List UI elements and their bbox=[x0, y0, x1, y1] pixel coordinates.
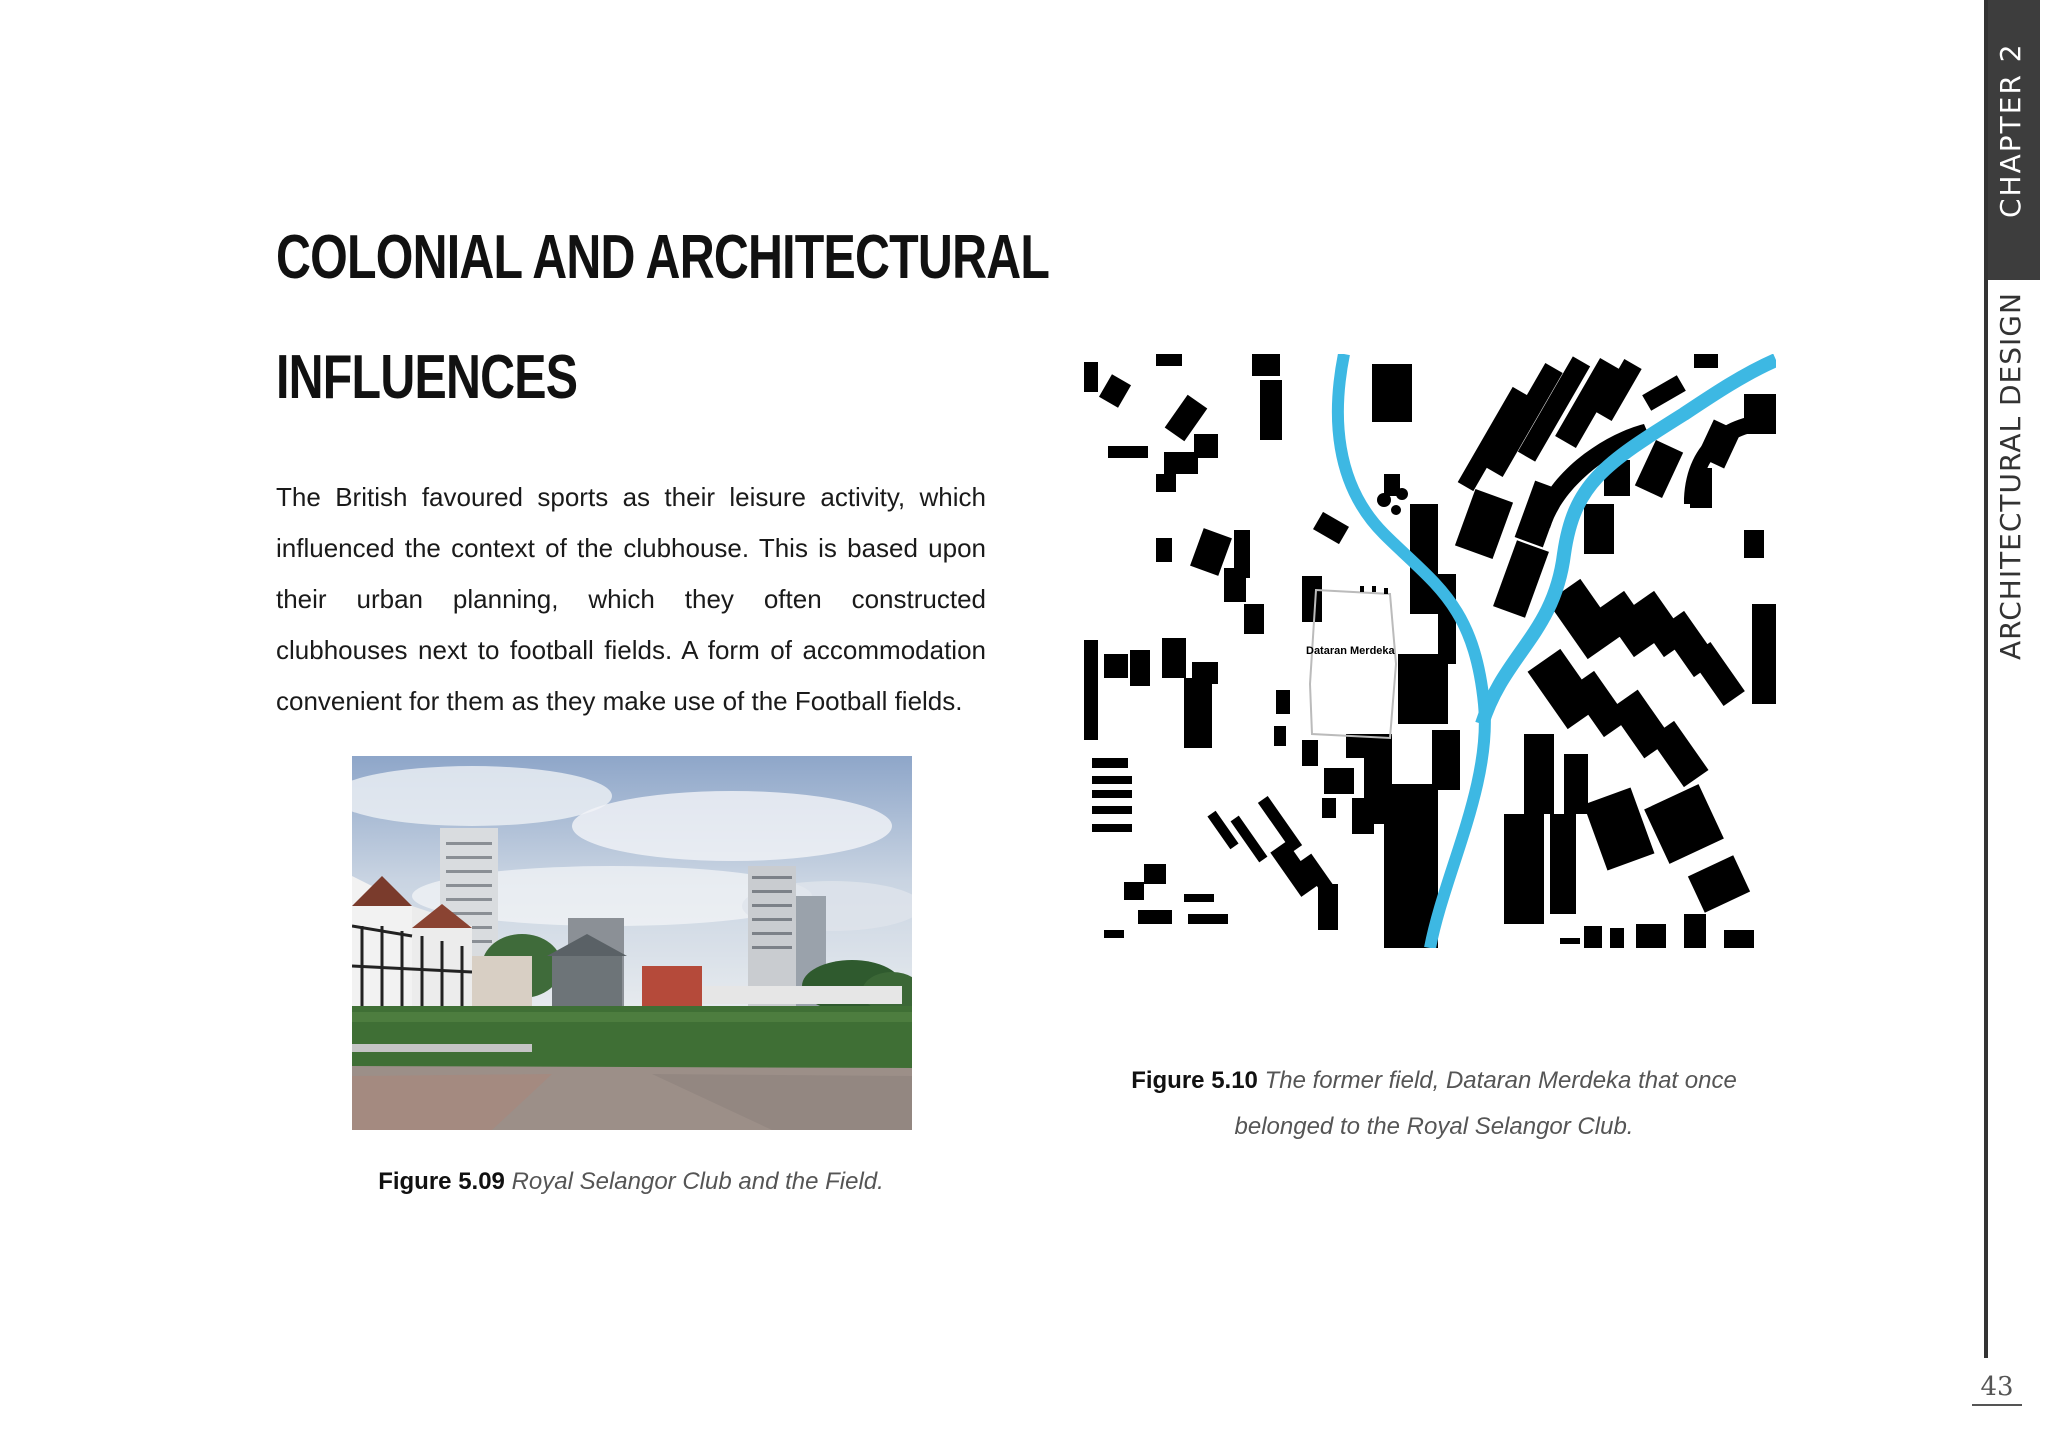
sidebar-divider bbox=[1984, 0, 1988, 1358]
figure-ground-map bbox=[1084, 354, 1776, 948]
map-illustration bbox=[1084, 354, 1776, 948]
page-title bbox=[276, 198, 1050, 438]
figure-5-10-caption bbox=[1084, 1058, 1784, 1150]
title-line-1: COLONIAL AND ARCHITECTURAL bbox=[276, 223, 1050, 292]
figure-number: Figure 5.09 bbox=[378, 1168, 505, 1195]
figure-description: The former field, Dataran Merdeka that once belonged to the Royal Selangor Club. bbox=[1234, 1067, 1737, 1140]
page-number: 43 bbox=[1972, 1372, 2022, 1406]
figure-number: Figure 5.10 bbox=[1131, 1067, 1258, 1094]
club-photo bbox=[352, 756, 912, 1130]
figure-5-09-caption bbox=[276, 1168, 986, 1196]
title-line-2: INFLUENCES bbox=[276, 343, 578, 412]
figure-description: Royal Selangor Club and the Field. bbox=[511, 1168, 884, 1195]
section-label: ARCHITECTURAL DESIGN bbox=[1994, 292, 2027, 660]
map-label-dataran-merdeka: Dataran Merdeka bbox=[1306, 645, 1395, 657]
chapter-label: CHAPTER 2 bbox=[1994, 42, 2027, 218]
club-photo-illustration bbox=[352, 756, 912, 1130]
body-paragraph: The British favoured sports as their leisure activity, which influenced the context of the clubhouse. This is based upon their urban planning, which they often constructed clubhouses next to football fields. A form of accommodation convenient for them as they make use of the Football fields. bbox=[276, 482, 986, 716]
